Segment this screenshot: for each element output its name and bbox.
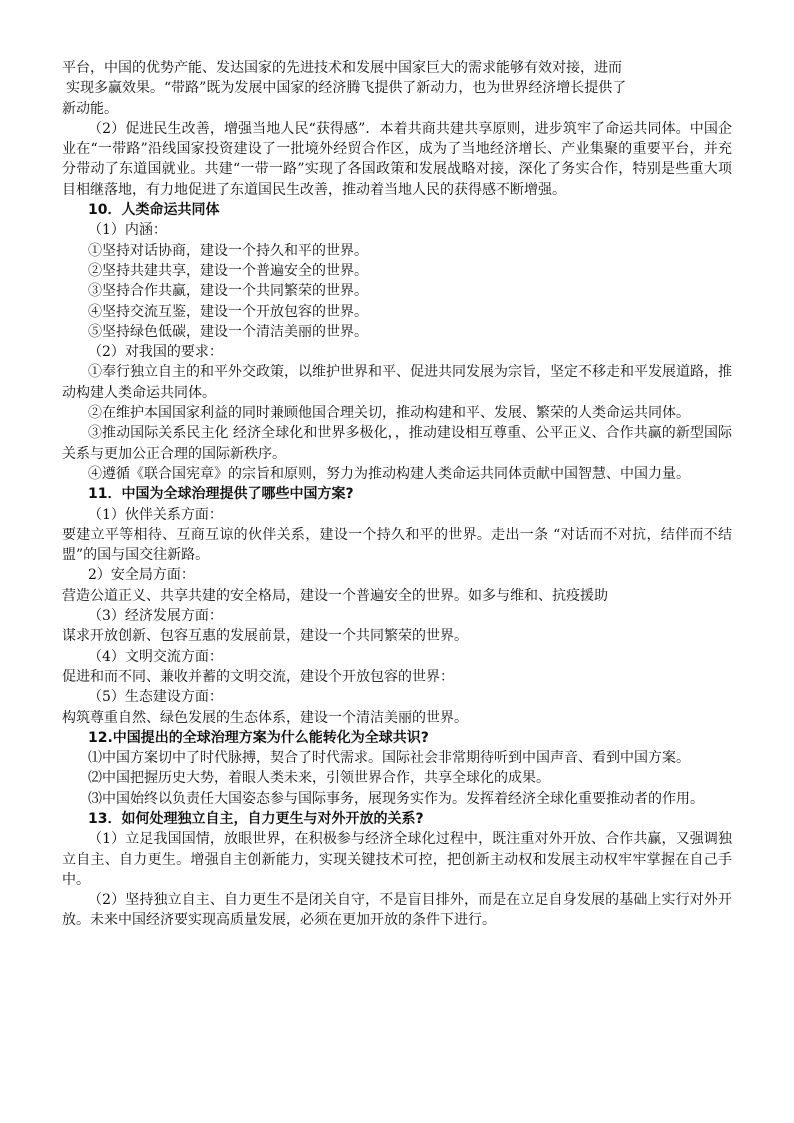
section-13-item: （1）立足我国国情，放眼世界，在积极参与经济全球化过程中，既注重对外开放、合作共赢，又强调独立自主、自力更生。增强自主创新能力，实现关键技术可控，把创新主动权和发展主动权牢牢掌握在自己手中。 [62, 831, 732, 888]
intro-paragraph-2: （2）促进民生改善，增强当地人民“获得感”．本着共商共建共享原则，进步筑牢了命运共同体。中国企业在“一带路”沿线国家投资建设了一批境外经贸合作区，成为了当地经济增长、产业集聚的重要平台，并充分带动了东道国就业。共建“一带一路”实现了各国政策和发展战略对接，深化了务实合作，特别是些重大项目相继落地，有力地促进了东道国民生改善，推动着当地人民的获得感不断增强。 [62, 120, 732, 198]
section-11-text: 营造公道正义、共享共建的安全格局，建设一个普遍安全的世界。如多与维和、抗疫援助 [62, 587, 608, 604]
intro-line-3: 新动能。 [62, 100, 118, 117]
section-10-item: ①坚持对话协商，建设一个持久和平的世界。 [88, 242, 368, 259]
intro-line-2: 实现多赢效果。“带路”既为发展中国家的经济腾飞提供了新动力，也为世界经济增长提供了 [66, 80, 627, 97]
section-13-item: （2）坚持独立自主、自力更生不是闭关自守，不是盲目排外，而是在立足自身发展的基础上实行对外开放。未来中国经济要实现高质量发展，必须在更加开放的条件下进行。 [62, 892, 732, 929]
section-10-item: ⑤坚持绿色低碳，建设一个清洁美丽的世界。 [88, 323, 368, 340]
section-11-text: 谋求开放创新、包容互惠的发展前景，建设一个共同繁荣的世界。 [62, 628, 468, 645]
intro-line-1: 平台，中国的优势产能、发达国家的先进技术和发展中国家巨大的需求能够有效对接，进而 [62, 60, 622, 76]
section-10-requirement: ③推动国际关系民主化 经济全球化和世界多极化，，推动建设相互尊重、公平正义、合作共赢的新型国际关系与更加公正合理的国际新秩序。 [62, 425, 732, 462]
section-10-sub-1: （1）内涵： [88, 222, 167, 239]
section-11-text: 促进和而不同、兼收并蓄的文明交流，建设个开放包容的世界： [62, 668, 454, 685]
section-11-text: 构筑尊重自然、绿色发展的生态体系，建设一个清洁美丽的世界。 [62, 709, 468, 726]
section-11-heading: 11．中国为全球治理提供了哪些中国方案? [88, 486, 354, 503]
section-10-requirement: ④遵循《联合国宪章》的宗旨和原则，努力为推动构建人类命运共同体贡献中国智慧、中国力量。 [88, 465, 690, 482]
section-10-requirement: ①奉行独立自主的和平外交政策，以维护世界和平、促进共同发展为宗旨，坚定不移走和平发展道路，推动构建人类命运共同体。 [62, 364, 732, 401]
section-10-item: ④坚持交流互鉴，建设一个开放包容的世界。 [88, 303, 368, 320]
section-11-label: （5）生态建设方面： [88, 689, 223, 706]
section-10-requirement: ②在维护本国国家利益的同时兼顾他国合理关切，推动构建和平、发展、繁荣的人类命运共同体。 [88, 405, 690, 422]
section-10-item: ③坚持合作共赢，建设一个共同繁荣的世界。 [88, 283, 368, 300]
section-11-label: （4）文明交流方面： [88, 648, 223, 665]
section-10-heading: 10．人类命运共同体 [88, 202, 220, 219]
section-12-item: ⑴中国方案切中了时代脉搏，契合了时代需求。国际社会非常期待听到中国声音、看到中国方案。 [88, 750, 690, 767]
section-11-label: 2）安全局方面： [88, 567, 195, 584]
section-10-item: ②坚持共建共享，建设一个普遍安全的世界。 [88, 262, 368, 279]
section-13-heading: 13．如何处理独立自主，自力更生与对外开放的关系? [88, 810, 424, 827]
section-12-item: ⑵中国把握历史大势，着眼人类未来，引领世界合作，共享全球化的成果。 [88, 770, 550, 787]
section-12-item: ⑶中国始终以负责任大国姿态参与国际事务，展现务实作为。发挥着经济全球化重要推动者的作用。 [88, 790, 704, 807]
section-12-heading: 12.中国提出的全球治理方案为什么能转化为全球共识? [88, 729, 429, 746]
section-11-label: （3）经济发展方面： [88, 608, 223, 625]
section-11-label: （1）伙伴关系方面： [88, 506, 223, 523]
section-11-text: 要建立平等相待、互商互谅的伙伴关系，建设一个持久和平的世界。走出一条 “对话而不对抗，结伴而不结盟”的国与国交往新路。 [62, 526, 732, 564]
section-10-sub-2: （2）对我国的要求： [88, 344, 223, 361]
